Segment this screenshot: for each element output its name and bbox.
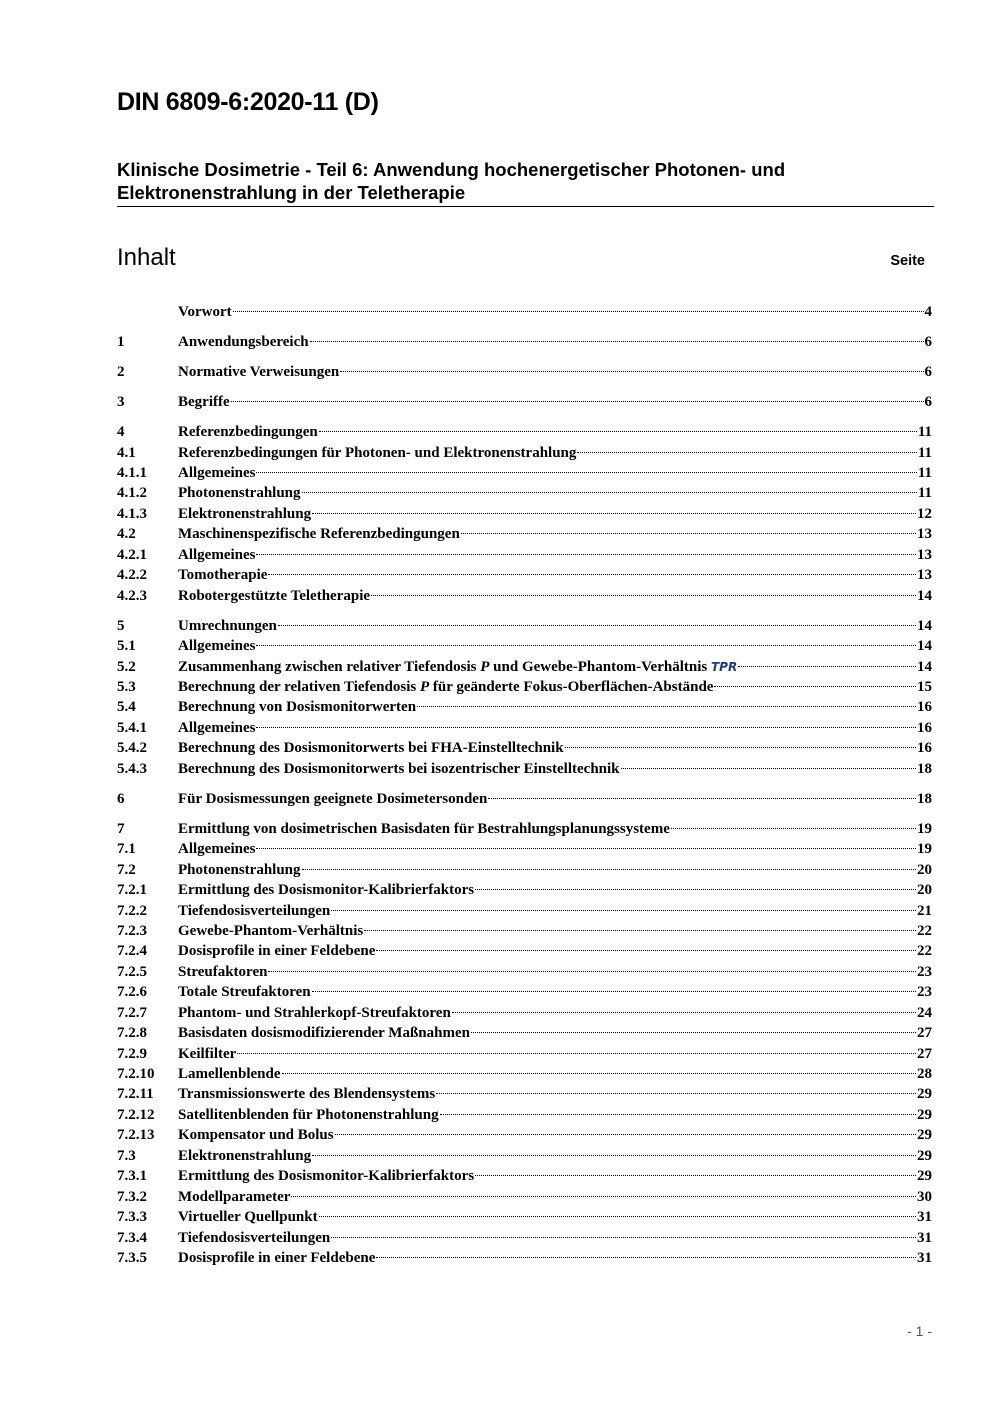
toc-entry-number: 7.2.13 [117,1127,155,1144]
toc-entry-label [178,1146,311,1166]
toc-entry-page: 11 [917,424,932,441]
toc-entry-label [178,1187,290,1207]
toc-entry-page: 29 [917,1127,932,1144]
dot-leader [268,574,916,575]
dot-leader [282,1073,916,1074]
toc-entry-symbol: P [480,658,490,675]
toc-entry-label [178,616,277,636]
toc-entry-label [178,697,416,717]
toc-entry-label [178,302,232,322]
toc-entry-label [178,545,255,565]
dot-leader [256,727,916,728]
toc-entry[interactable] [117,1003,932,1023]
toc-entry-number: 3 [117,394,125,411]
toc-entry-label-text: Berechnung der relativen Tiefendosis [178,678,417,695]
toc-entry[interactable] [117,759,932,779]
toc-entry-page: 23 [917,984,932,1001]
toc-entry[interactable] [117,819,932,839]
toc-entry-number: 7.2.4 [117,943,147,960]
toc-entry-number: 6 [117,790,125,807]
toc-entry-page: 20 [917,882,932,899]
toc-entry-label [178,1064,281,1084]
toc-entry-label-text: Transmissionswerte des Blendensystems [178,1086,436,1103]
toc-entry-label-text: Tomotherapie [178,567,268,584]
toc-entry-label [178,1166,474,1186]
toc-entry-label-text: Ermittlung von dosimetrischen Basisdaten für Bestrahlungsplanungssysteme [178,820,670,837]
toc-entry-number: 7.2.11 [117,1086,154,1103]
dot-leader [565,747,916,748]
toc-entry-number: 7.2.3 [117,922,147,939]
toc-entry[interactable] [117,1228,932,1248]
toc-entry-label [178,1023,470,1043]
dot-leader [256,848,916,849]
toc-entry-label-text: Ermittlung des Dosismonitor-Kalibrierfaktors [178,882,475,899]
toc-entry-page: 30 [917,1188,932,1205]
toc-entry[interactable] [117,1187,932,1207]
toc-entry-label-text: Umrechnungen [178,617,277,634]
dot-leader [714,686,916,687]
toc-entry-page: 14 [917,638,932,655]
toc-entry-page: 13 [917,526,932,543]
toc-entry-label-text: Satellitenblenden für Photonenstrahlung [178,1106,439,1123]
toc-entry-label-text: Dosisprofile in einer Feldebene [178,1249,376,1266]
toc-entry-number: 7.2.1 [117,882,147,899]
toc-entry-page: 29 [917,1106,932,1123]
toc-entry-page: 20 [917,861,932,878]
toc-entry-number: 7.2.8 [117,1025,147,1042]
dot-leader [302,869,916,870]
dot-leader [256,645,916,646]
dot-leader [471,1032,916,1033]
toc-entry-label [178,524,460,544]
toc-entry[interactable] [117,1064,932,1084]
toc-entry-number: 5.4.3 [117,760,147,777]
toc-entry-label [178,422,318,442]
toc-entry-label [178,860,301,880]
toc-entry-label [178,565,267,585]
toc-entry-label-text: Tiefendosisverteilungen [178,1229,331,1246]
dot-leader [302,492,917,493]
dot-leader [436,1093,916,1094]
toc-entry-label [178,819,670,839]
toc-entry-page: 11 [917,465,932,481]
toc-entry-number: 4.1.3 [117,505,147,522]
toc-entry-page: 14 [917,658,932,675]
toc-entry-label [178,636,255,656]
toc-entry[interactable] [117,1105,932,1125]
toc-entry-label [178,657,737,677]
toc-entry-label-text: Allgemeines [178,638,256,655]
dot-leader [256,554,916,555]
toc-entry[interactable] [117,636,932,656]
toc-entry-page: 6 [924,334,932,351]
toc-entry-label-text: Elektronenstrahlung [178,505,312,522]
toc-entry-label-text: Tiefendosisverteilungen [178,902,331,919]
toc-entry-label-text: Robotergestützte Teletherapie [178,587,371,604]
dot-leader [291,1196,916,1197]
toc-entry-label-text: Normative Verweisungen [178,364,340,381]
toc-entry-number: 7.1 [117,841,136,858]
toc-entry-number: 7.2.5 [117,963,147,980]
toc-entry-number: 4.1.1 [117,465,147,481]
toc-entry[interactable] [117,677,932,697]
toc-entry-label [178,962,267,982]
toc-entry[interactable] [117,1125,932,1145]
toc-entry-number: 7.3.2 [117,1188,147,1205]
toc-entry-label [178,1248,375,1268]
page-column-header: Seite [890,253,925,269]
title-divider [117,206,934,207]
dot-leader [371,595,916,596]
toc-entry[interactable] [117,738,932,758]
toc-entry-label-text: Elektronenstrahlung [178,1147,312,1164]
toc-entry-page: 19 [917,841,932,858]
toc-entry-label [178,718,255,738]
toc-entry-label [178,332,309,352]
toc-entry-label-text: Streufaktoren [178,963,268,980]
toc-entry-label [178,738,564,758]
toc-entry-page: 13 [917,567,932,584]
toc-entry-label-text: Lamellenblende [178,1066,281,1083]
toc-entry[interactable] [117,422,932,442]
toc-entry-label-text: Allgemeines [178,841,256,858]
toc-entry-page: 16 [917,699,932,716]
toc-entry[interactable] [117,789,932,809]
page-title: DIN 6809-6:2020-11 (D) [117,88,379,116]
toc-entry-page: 11 [917,444,932,461]
toc-entry-number: 5.3 [117,678,136,695]
toc-entry[interactable] [117,860,932,880]
dot-leader [237,1053,916,1054]
toc-entry-label-text: Dosisprofile in einer Feldebene [178,943,376,960]
toc-entry-label [178,1125,334,1145]
toc-entry-number: 7.3.3 [117,1209,147,1226]
toc-entry-number: 7.3.1 [117,1168,147,1185]
toc-entry[interactable] [117,332,932,352]
toc-entry-number: 4.2 [117,526,136,543]
toc-entry-label-text: Totale Streufaktoren [178,984,311,1001]
toc-entry-label [178,839,255,859]
dot-leader [417,706,916,707]
toc-entry[interactable] [117,586,932,606]
toc-entry-number: 5.4.1 [117,719,147,736]
toc-entry[interactable] [117,443,932,463]
toc-entry[interactable] [117,962,932,982]
toc-entry[interactable] [117,941,932,961]
toc-entry-number: 7.3.5 [117,1249,147,1266]
toc-entry-label-text: für geänderte Fokus-Oberflächen-Abstände [432,678,714,695]
dot-leader [331,910,916,911]
dot-leader [461,533,916,534]
toc-entry-page: 31 [917,1249,932,1266]
footer-page-number: - 1 - [907,1323,932,1339]
toc-entry-label-text: und Gewebe-Phantom-Verhältnis [493,658,708,675]
toc-entry-number: 7.2.2 [117,902,147,919]
toc-entry-number: 5.4 [117,699,136,716]
toc-entry-page: 28 [917,1066,932,1083]
toc-entry-label-text: Keilfilter [178,1045,237,1062]
toc-entry-number: 7.2.6 [117,984,147,1001]
toc-entry-label-text: Phantom- und Strahlerkopf-Streufaktoren [178,1004,451,1021]
toc-entry-page: 4 [924,304,932,320]
toc-entry-number: 5.1 [117,638,136,655]
toc-entry-label-text: Modellparameter [178,1188,291,1205]
toc-entry-label-text: Begriffe [178,394,230,411]
toc-entry-label [178,982,311,1002]
dot-leader [312,1155,916,1156]
toc-entry-number: 7 [117,820,125,837]
toc-entry-label-text: Allgemeines [178,465,256,481]
toc-entry-page: 22 [917,922,932,939]
toc-entry-label [178,1207,318,1227]
toc-entry-page: 31 [917,1229,932,1246]
toc-entry-page: 29 [917,1168,932,1185]
toc-entry-page: 18 [917,790,932,807]
toc-entry-page: 16 [917,719,932,736]
toc-entry-page: 12 [917,505,932,522]
toc-entry-number: 4.1 [117,444,136,461]
toc-entry-page: 15 [917,678,932,695]
dot-leader [312,513,916,514]
toc-entry-number: 4.2.2 [117,567,147,584]
toc-entry-label-text: Vorwort [178,304,232,320]
toc-entry[interactable] [117,1044,932,1064]
toc-entry-label-text: Referenzbedingungen [178,424,318,441]
toc-entry-number: 4.2.3 [117,587,147,604]
toc-entry-label [178,586,370,606]
toc-entry[interactable] [117,697,932,717]
toc-entry-number: 7.3.4 [117,1229,147,1246]
toc-entry-page: 22 [917,943,932,960]
toc-entry-label [178,504,311,524]
toc-entry-label-text: Zusammenhang zwischen relativer Tiefendosis [178,658,477,675]
toc-entry-label-text: Berechnung des Dosismonitorwerts bei isozentrischer Einstelltechnik [178,760,620,777]
toc-entry[interactable] [117,1023,932,1043]
toc-entry-page: 23 [917,963,932,980]
dot-leader [488,798,916,799]
toc-entry-page: 16 [917,740,932,757]
dot-leader [310,341,924,342]
toc-entry-page: 21 [917,902,932,919]
toc-entry-page: 27 [917,1025,932,1042]
toc-entry-label [178,921,363,941]
toc-entry[interactable] [117,901,932,921]
dot-leader [376,950,916,951]
dot-leader [319,1216,916,1217]
dot-leader [331,1237,916,1238]
toc-entry-page: 14 [917,617,932,634]
toc-entry-label [178,362,339,382]
dot-leader [577,452,916,453]
toc-entry[interactable] [117,616,932,636]
toc-entry-page: 24 [917,1004,932,1021]
toc-entry[interactable] [117,504,932,524]
dot-leader [475,1175,916,1176]
toc-entry-label [178,789,487,809]
toc-entry-number: 4 [117,424,125,441]
toc-entry-label-text: Für Dosismessungen geeignete Dosimetersonden [178,790,488,807]
toc-entry-label [178,880,474,900]
toc-entry-page: 18 [917,760,932,777]
toc-entry-number: 7.2.7 [117,1004,147,1021]
toc-entry[interactable] [117,921,932,941]
toc-entry[interactable] [117,1166,932,1186]
toc-heading: Inhalt [117,244,176,271]
toc-entry-label-text: Ermittlung des Dosismonitor-Kalibrierfaktors [178,1168,475,1185]
toc-entry[interactable] [117,392,932,412]
dot-leader [440,1114,916,1115]
toc-entry[interactable] [117,1248,932,1268]
toc-entry-number: 5 [117,617,125,634]
toc-entry-label-text: Berechnung des Dosismonitorwerts bei FHA-Einstelltechnik [178,740,564,757]
toc-entry-number: 5.4.2 [117,740,147,757]
toc-entry-label [178,1228,330,1248]
toc-entry[interactable] [117,463,932,483]
toc-entry-page: 6 [924,394,932,411]
toc-entry-label [178,1003,451,1023]
toc-entry[interactable] [117,1207,932,1227]
toc-entry[interactable] [117,880,932,900]
toc-entry-label [178,463,255,483]
toc-entry-label-text: Photonenstrahlung [178,485,301,502]
table-of-contents [117,302,932,1268]
dot-leader [376,1257,916,1258]
dot-leader [340,371,923,372]
dot-leader [671,828,916,829]
toc-entry-number: 1 [117,334,125,351]
toc-entry-page: 27 [917,1045,932,1062]
toc-entry[interactable] [117,1146,932,1166]
dot-leader [278,625,916,626]
dot-leader [268,971,916,972]
toc-entry-label [178,677,713,697]
toc-entry-label [178,759,620,779]
toc-entry-number: 5.2 [117,658,136,675]
toc-entry-page: 31 [917,1209,932,1226]
toc-entry-label-text: Basisdaten dosismodifizierender Maßnahmen [178,1025,470,1042]
toc-entry-number: 7.3 [117,1147,136,1164]
toc-entry-number: 4.2.1 [117,546,147,563]
toc-entry-page: 14 [917,587,932,604]
dot-leader [452,1012,916,1013]
dot-leader [738,666,916,667]
toc-entry[interactable] [117,657,932,677]
dot-leader [475,889,916,890]
toc-entry[interactable] [117,545,932,565]
toc-entry-label [178,1044,236,1064]
dot-leader [364,930,916,931]
toc-entry-page: 29 [917,1086,932,1103]
toc-entry-label-text: Virtueller Quellpunkt [178,1209,318,1226]
dot-leader [335,1134,916,1135]
dot-leader [256,472,916,473]
toc-entry-label-text: Photonenstrahlung [178,861,301,878]
dot-leader [233,311,924,312]
toc-entry-number: 7.2.9 [117,1045,147,1062]
toc-entry-label [178,1105,439,1125]
toc-entry-number: 7.2.12 [117,1106,155,1123]
toc-entry-page: 19 [917,820,932,837]
dot-leader [231,401,924,402]
toc-entry-page: 13 [917,546,932,563]
toc-entry-label [178,392,230,412]
toc-entry[interactable] [117,565,932,585]
toc-entry-page: 6 [924,364,932,381]
toc-entry-label-text: Gewebe-Phantom-Verhältnis [178,922,364,939]
toc-entry-label [178,1084,435,1104]
toc-entry-number: 2 [117,364,125,381]
toc-entry-symbol: TPR [710,659,738,674]
toc-entry-number: 4.1.2 [117,485,147,502]
dot-leader [319,431,917,432]
toc-entry-label-text: Referenzbedingungen für Photonen- und Elektronenstrahlung [178,444,577,461]
toc-entry-page: 11 [917,485,932,502]
document-subtitle: Klinische Dosimetrie - Teil 6: Anwendung hochenergetischer Photonen- und Elektronenstrahlung in der Teletherapie [117,159,786,203]
toc-entry-label-text: Kompensator und Bolus [178,1127,334,1144]
toc-entry[interactable] [117,362,932,382]
toc-entry-number: 7.2 [117,861,136,878]
toc-entry-label-text: Anwendungsbereich [178,334,309,351]
toc-entry-number: 7.2.10 [117,1066,155,1083]
toc-entry-label-text: Maschinenspezifische Referenzbedingungen [178,526,460,543]
toc-entry-label-text: Berechnung von Dosismonitorwerten [178,699,417,716]
dot-leader [312,991,916,992]
toc-entry-label [178,901,330,921]
toc-entry[interactable] [117,483,932,503]
toc-entry-label [178,443,576,463]
toc-entry[interactable] [117,302,932,322]
toc-entry[interactable] [117,1084,932,1104]
toc-entry-label-text: Allgemeines [178,546,256,563]
toc-entry-label [178,941,375,961]
toc-entry-label [178,483,301,503]
dot-leader [621,768,916,769]
toc-entry-page: 29 [917,1147,932,1164]
toc-entry-symbol: P [419,678,430,695]
toc-entry[interactable] [117,839,932,859]
toc-entry[interactable] [117,718,932,738]
toc-entry[interactable] [117,982,932,1002]
toc-entry[interactable] [117,524,932,544]
toc-entry-label-text: Allgemeines [178,719,256,736]
